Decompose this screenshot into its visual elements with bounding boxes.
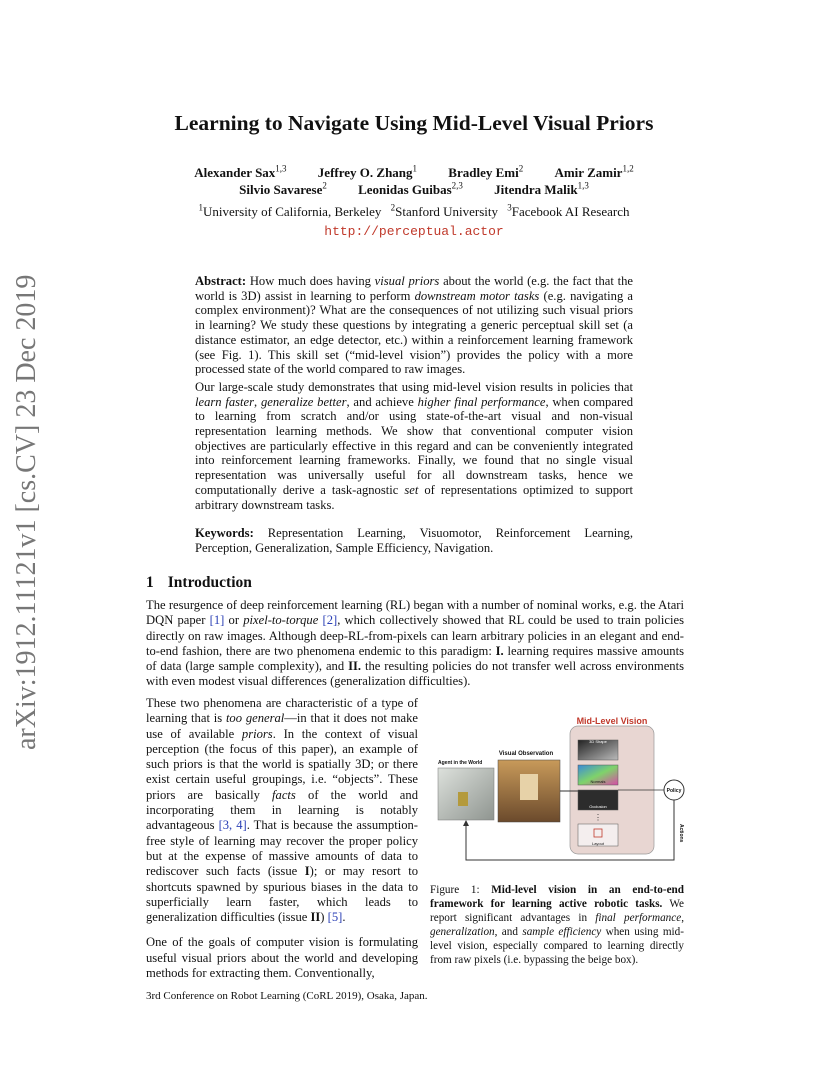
arxiv-stamp: arXiv:1912.11121v1 [cs.CV] 23 Dec 2019	[11, 274, 42, 750]
figure-diagram	[430, 712, 688, 872]
author: Bradley Emi$^2$	[448, 164, 524, 181]
left-column-text	[146, 696, 418, 991]
author: Jitendra Malik$^{1,3}$	[494, 181, 589, 198]
body-paragraph: One of the goals of computer vision is formulating useful visual priors about the world and developing methods for extracting them. Conventionally,	[146, 935, 418, 981]
author: Silvio Savarese$^2$	[239, 181, 327, 198]
affiliation: $^2$Stanford University	[390, 203, 499, 220]
figure-caption: Figure 1: Mid-level vision in an end-to-end framework for learning active robotic tasks. We report significant advantages in final performance, generalization, and sample efficiency when using mid-level vision, especially compared to learning directly from raw pixels (i.e. bypassing the beige box).	[430, 884, 684, 966]
feature-label: Normals	[590, 779, 606, 784]
authors-row-2	[0, 181, 828, 198]
project-url-link[interactable]: http://perceptual.actor	[324, 224, 504, 239]
feature-label: Occlusion	[589, 804, 607, 809]
agent-robot	[458, 792, 468, 806]
keywords: Keywords: Representation Learning, Visuomotor, Reinforcement Learning, Perception, Generalization, Sample Efficiency, Navigation.	[195, 526, 633, 555]
feature-label: Layout	[591, 841, 605, 846]
author: Alexander Sax$^{1,3}$	[194, 164, 287, 181]
mid-level-title: Mid-Level Vision	[576, 716, 648, 726]
citation-link[interactable]: [3, 4]	[218, 818, 247, 833]
citation-link[interactable]: [2]	[322, 613, 338, 628]
citation-link[interactable]: [5]	[327, 910, 343, 925]
ellipsis: ⋮	[594, 813, 602, 822]
feature-label: 3D Shape	[589, 739, 607, 744]
author: Amir Zamir$^{1,2}$	[554, 164, 634, 181]
authors-row-1	[0, 164, 828, 181]
figure-1	[430, 712, 688, 872]
affiliations	[0, 203, 828, 220]
section-heading: 1 Introduction	[146, 574, 252, 591]
affiliation: $^1$University of California, Berkeley	[198, 203, 382, 220]
policy-label: Policy	[666, 788, 682, 794]
actions-label: Actions	[678, 824, 684, 843]
author: Leonidas Guibas$^{2,3}$	[358, 181, 463, 198]
citation-link[interactable]: [1]	[209, 613, 225, 628]
conference-footer: 3rd Conference on Robot Learning (CoRL 2019), Osaka, Japan.	[146, 990, 428, 1002]
body-paragraph: These two phenomena are characteristic of a type of learning that is too general—in that it does not make use of available priors. In the context of visual perception (the focus of this paper), an example of such priors is that the world is spatially 3D; or there exist certain useful groupings, i.e. “objects”. These priors are basically facts of the world and incorporating them in learning is notably advantageous [3, 4]. That is because the assumption-free style of learning may recover the proper policy but at the expense of massive amounts of data to rediscover such facts (issue I); or may resort to shortcuts spawned by spurious biases in the data to superficially learn faster, which leads to generalization difficulties (issue II) [5].	[146, 696, 418, 925]
abstract-paragraph: Abstract: How much does having visual priors about the world (e.g. the fact that the world is 3D) assist in learning to perform downstream motor tasks (e.g. navigating a complex environment)? What are the consequences of not utilizing such visual priors in learning? We study these questions by integrating a generic perceptual skill set (a distance estimator, an edge detector, etc.) within a reinforcement learning framework (see Fig. 1). This skill set (“mid-level vision”) provides the policy with a more processed state of the world compared to raw images.	[195, 274, 634, 377]
agent-label: Agent in the World	[438, 760, 483, 766]
abstract-paragraph: Our large-scale study demonstrates that using mid-level vision results in policies that learn faster, generalize better, and achieve higher final performance, when compared to learning from scratch and/or using state-of-the-art visual and non-visual representation learning methods. We show that conventional computer vision objectives are particularly effective in this regard and can be conveniently integrated into reinforcement learning frameworks. Finally, we found that no single visual representation was universally useful for all downstream tasks, hence we computationally derive a task-agnostic set of representations optimized to support arbitrary downstream tasks.	[195, 379, 634, 512]
paper-title: Learning to Navigate Using Mid-Level Visual Priors	[174, 111, 654, 135]
author: Jeffrey O. Zhang$^1$	[317, 164, 418, 181]
affiliation: $^3$Facebook AI Research	[507, 203, 630, 220]
visual-observation-label: Visual Observation	[498, 751, 554, 757]
observation-corridor	[520, 774, 538, 800]
intro-paragraph: The resurgence of deep reinforcement learning (RL) began with a number of nominal works, e.g. the Atari DQN paper [1] or pixel-to-torque [2], which collectively showed that RL could be used to train policies directly on raw images. Although deep-RL-from-pixels can learn arbitrary policies in an elegant and end-to-end fashion, there are two phenomena endemic to this paradigm: I. learning requires massive amounts of data (large sample complexity), and II. the resulting policies do not transfer well across environments with even modest visual differences (generalization difficulties).	[146, 598, 684, 689]
abstract	[195, 274, 633, 515]
arrow-head	[463, 820, 469, 826]
